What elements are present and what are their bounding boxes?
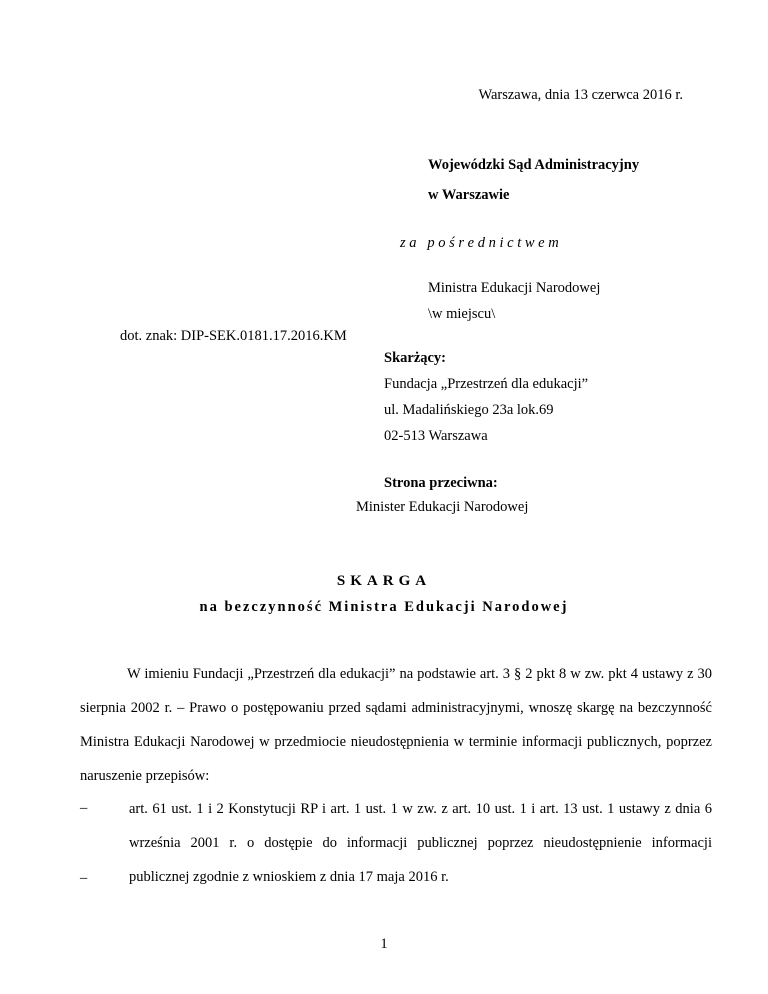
complainant-label: Skarżący:	[384, 350, 447, 366]
page-number: 1	[380, 936, 388, 952]
via-label: z a p o ś r e d n i c t w e m	[400, 235, 559, 251]
complainant-name: Fundacja „Przestrzeń dla edukacji”	[384, 376, 589, 392]
court-city: w Warszawie	[428, 187, 510, 203]
place-date: Warszawa, dnia 13 czerwca 2016 r.	[478, 87, 683, 103]
complainant-city: 02-513 Warszawa	[384, 428, 488, 444]
complainant-street: ul. Madalińskiego 23a lok.69	[384, 402, 554, 418]
reference-number: dot. znak: DIP-SEK.0181.17.2016.KM	[120, 328, 347, 344]
intermediary-note: \w miejscu\	[428, 306, 496, 322]
court-name: Wojewódzki Sąd Administracyjny	[428, 157, 640, 173]
list-item-text: art. 61 ust. 1 i 2 Konstytucji RP i art. 1 ust. 1 w zw. z art. 10 ust. 1 i art. 13 ust. 1 ustawy z dnia 6 września 2001 r. o dostępie do informacji publicznej poprzez nieudostępnienie informacji publicznej zgodnie z wnioskiem z dnia 17 maja 2016 r.	[129, 801, 712, 885]
list-item	[80, 862, 712, 892]
document-subtitle: na bezczynność Ministra Edukacji Narodowej	[199, 599, 569, 615]
body-paragraph: W imieniu Fundacji „Przestrzeń dla edukacji” na podstawie art. 3 § 2 pkt 8 w zw. pkt 4 ustawy z 30 sierpnia 2002 r. – Prawo o postępowaniu przed sądami administracyjnymi, wnoszę skargę na bezczynność Ministra Edukacji Narodowej w przedmiocie nieudostępnienia w terminie informacji publicznych, poprzez naruszenie przepisów:	[80, 666, 712, 784]
document-title: SKARGA	[336, 573, 432, 589]
intermediary-name: Ministra Edukacji Narodowej	[428, 280, 601, 296]
opposing-party-name: Minister Edukacji Narodowej	[356, 499, 529, 515]
list-dash: –	[80, 870, 88, 886]
opposing-party-label: Strona przeciwna:	[384, 475, 498, 491]
list-dash: –	[80, 800, 88, 816]
